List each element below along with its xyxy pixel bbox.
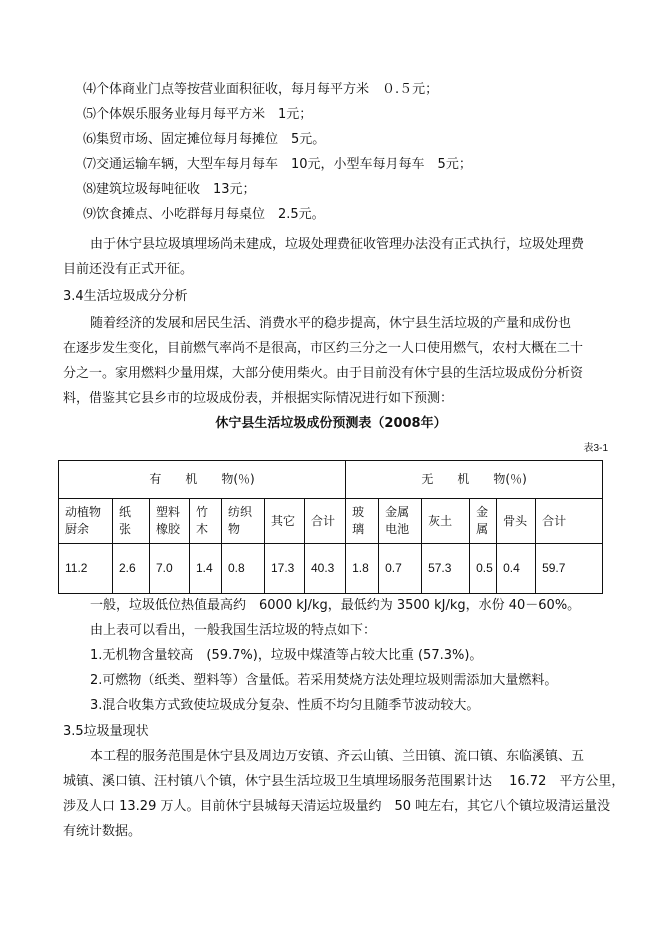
column-header: 合计 — [536, 499, 603, 544]
column-header: 金 属 — [470, 499, 497, 544]
paragraph-line: 一般，垃圾低位热值最高约 6000 kJ/kg，最低约为 3500 kJ/kg，水份 40－60%。 — [90, 598, 581, 613]
feature-item: 2.可燃物（纸类、塑料等）含量低。若采用焚烧方法处理垃圾则需添加大量燃料。 — [90, 673, 558, 688]
paragraph-line: 随着经济的发展和居民生活、消费水平的稳步提高，休宁县生活垃圾的产量和成份也 — [90, 316, 572, 331]
column-header: 玻 璃 — [346, 499, 379, 544]
column-header: 竹 木 — [190, 499, 222, 544]
table-cell: 2.6 — [113, 544, 150, 594]
column-header: 金属 电池 — [379, 499, 422, 544]
paragraph-line: 涉及人口 13.29 万人。目前休宁县城每天清运垃圾量约 50 吨左右，其它八个镇垃圾清运量没 — [63, 799, 611, 814]
table-cell: 1.4 — [190, 544, 222, 594]
table-number: 表3-1 — [583, 443, 608, 454]
paragraph-line: 由于休宁县垃圾填埋场尚未建成，垃圾处理费征收管理办法没有正式执行，垃圾处理费 — [90, 237, 585, 252]
fee-item: ⑸个体娱乐服务业每月每平方米 1元； — [83, 107, 313, 122]
column-header: 动植物 厨余 — [59, 499, 113, 544]
fee-item: ⑹集贸市场、固定摊位每月每摊位 5元。 — [83, 132, 326, 147]
column-header: 其它 — [265, 499, 305, 544]
table-cell: 0.5 — [470, 544, 497, 594]
paragraph-line: 目前还没有正式开征。 — [63, 262, 194, 277]
feature-item: 1.无机物含量较高 (59.7%)，垃圾中煤渣等占较大比重 (57.3%)。 — [90, 648, 483, 663]
paragraph-line: 本工程的服务范围是休宁县及周边万安镇、齐云山镇、兰田镇、流口镇、东临溪镇、五 — [90, 749, 585, 764]
column-header: 纺织 物 — [222, 499, 265, 544]
table-cell: 40.3 — [305, 544, 346, 594]
fee-item: ⑺交通运输车辆，大型车每月每车 10元，小型车每月每车 5元； — [83, 157, 472, 172]
column-header: 纸 张 — [113, 499, 150, 544]
column-header: 骨头 — [497, 499, 536, 544]
table-cell: 0.4 — [497, 544, 536, 594]
feature-item: 3.混合收集方式致使垃圾成分复杂、性质不均匀且随季节波动较大。 — [90, 698, 480, 713]
paragraph-line: 城镇、溪口镇、汪村镇八个镇，休宁县生活垃圾卫生填埋场服务范围累计达 16.72 平方公里， — [63, 774, 625, 789]
table-title: 休宁县生活垃圾成份预测表（2008年） — [215, 416, 447, 431]
column-header: 灰土 — [422, 499, 470, 544]
paragraph-line: 由上表可以看出，一般我国生活垃圾的特点如下： — [90, 623, 377, 638]
column-header: 塑料 橡胶 — [150, 499, 190, 544]
section-heading: 3.4生活垃圾成分分析 — [63, 289, 188, 304]
table-cell: 7.0 — [150, 544, 190, 594]
fee-item: ⑻建筑垃圾每吨征收 13元； — [83, 182, 256, 197]
fee-item: ⑼饮食摊点、小吃群每月每桌位 2.5元。 — [83, 207, 325, 222]
fee-item: ⑷个体商业门点等按营业面积征收，每月每平方米 ０.５元； — [83, 82, 439, 97]
table-cell: 0.7 — [379, 544, 422, 594]
inorganic-group-header: 无 机 物(％) — [346, 461, 603, 499]
paragraph-line: 分之一。家用燃料少量用煤，大部分使用柴火。由于目前没有休宁县的生活垃圾成份分析资 — [63, 366, 584, 381]
table-cell: 0.8 — [222, 544, 265, 594]
table-cell: 1.8 — [346, 544, 379, 594]
paragraph-line: 料，借鉴其它县乡市的垃圾成份表，并根据实际情况进行如下预测： — [63, 391, 454, 406]
section-heading: 3.5垃圾量现状 — [63, 724, 149, 739]
paragraph-line: 有统计数据。 — [63, 824, 142, 839]
column-header: 合计 — [305, 499, 346, 544]
composition-table — [58, 460, 603, 594]
table-cell: 57.3 — [422, 544, 470, 594]
table-cell: 59.7 — [536, 544, 603, 594]
organic-group-header: 有 机 物(％) — [59, 461, 346, 499]
table-cell: 11.2 — [59, 544, 113, 594]
table-cell: 17.3 — [265, 544, 305, 594]
paragraph-line: 在逐步发生变化，目前燃气率尚不是很高，市区约三分之一人口使用燃气，农村大概在二十 — [63, 341, 584, 356]
